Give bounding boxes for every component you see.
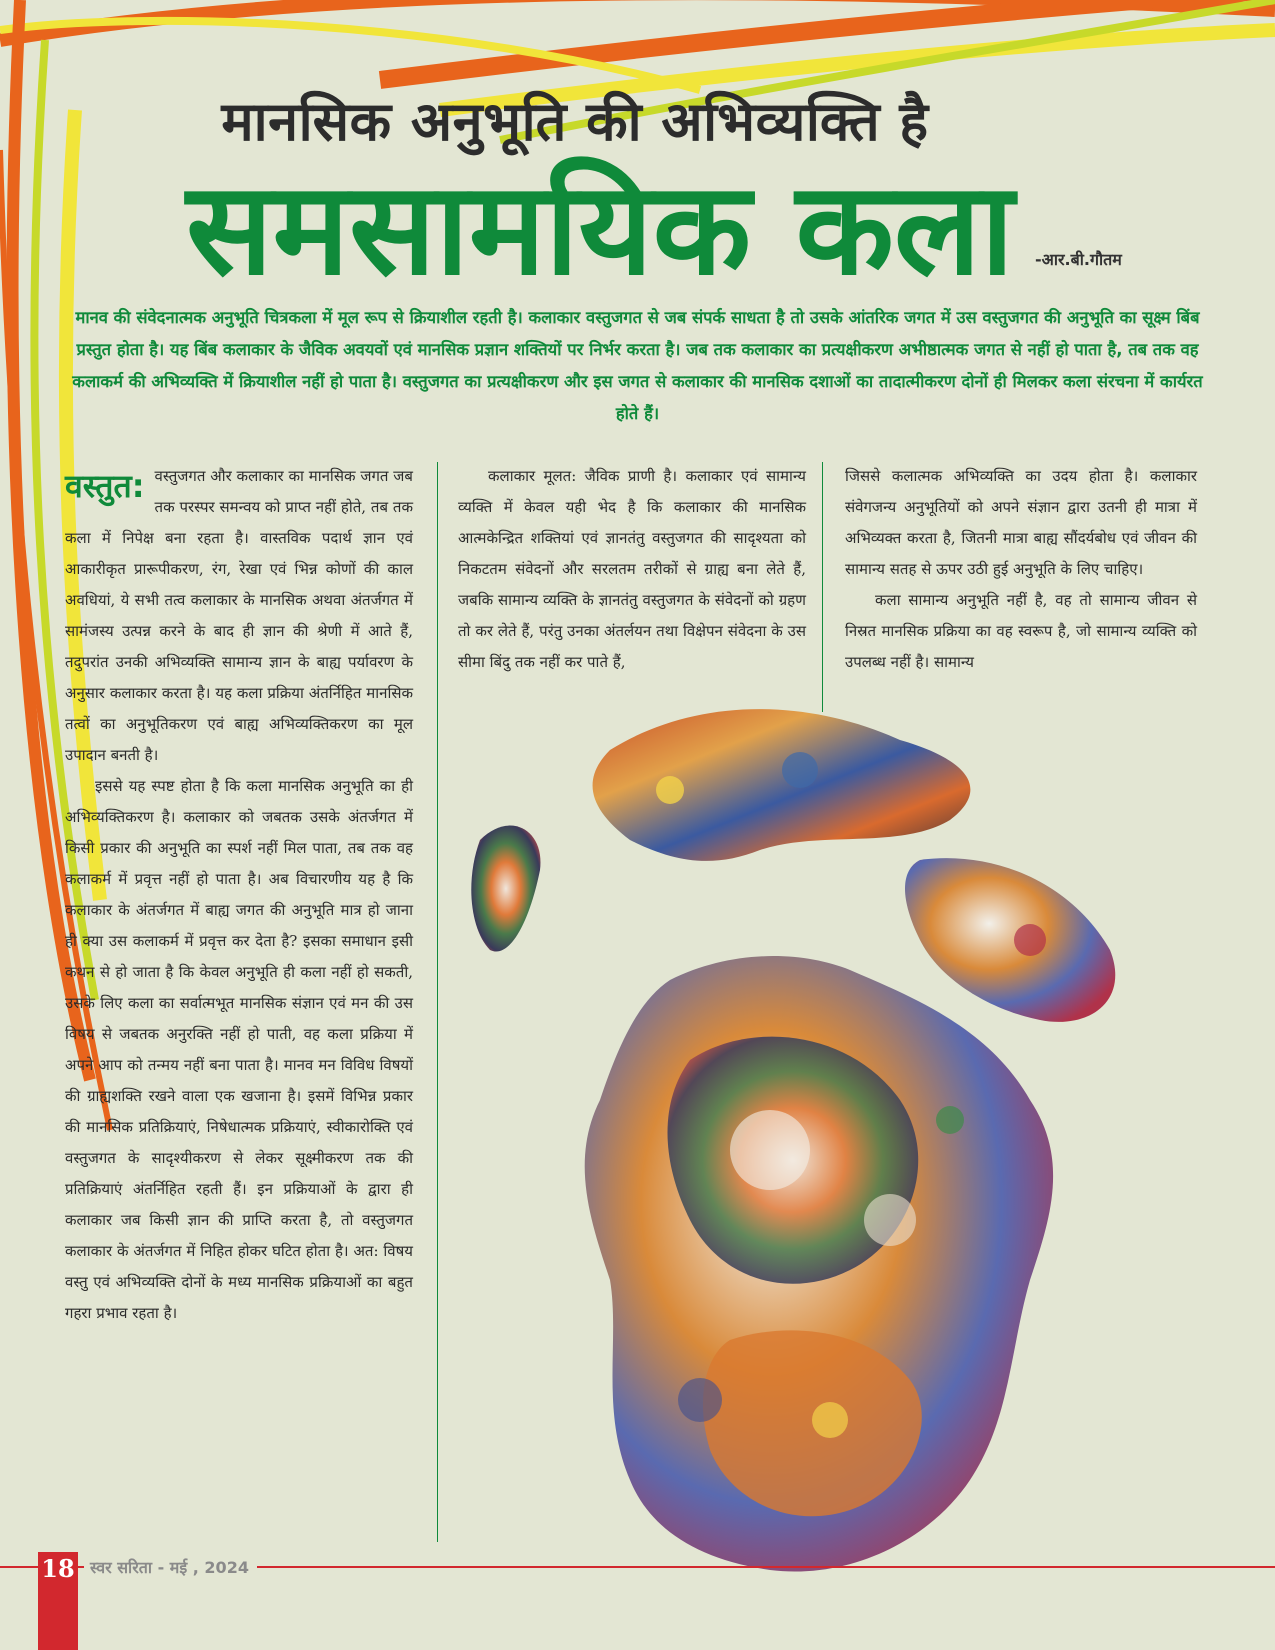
article-column-1 bbox=[65, 461, 413, 1329]
abstract-painting-image bbox=[470, 700, 1170, 1595]
column3-paragraph-2: कला सामान्य अनुभूति नहीं है, वह तो सामान्य जीवन से निस्रत मानसिक प्रक्रिया का वह स्वरूप है, जो सामान्य व्यक्ति को उपलब्ध नहीं है। सामान्य bbox=[845, 591, 1197, 671]
column-divider-2 bbox=[822, 462, 823, 712]
author-byline: -आर.बी.गौतम bbox=[1035, 250, 1122, 269]
headline-main: समसामयिक कला bbox=[186, 155, 1014, 304]
publication-footer: स्वर सरिता - मई , 2024 bbox=[84, 1556, 257, 1578]
dropcap-word: वस्तुत: bbox=[65, 467, 145, 505]
column2-paragraph-1: कलाकार मूलत: जैविक प्राणी है। कलाकार एवं सामान्य व्यक्ति में केवल यही भेद है कि कलाकार की मानसिक आत्मकेन्द्रित शक्तियां एवं ज्ञानतंतु वस्तुजगत की सादृश्यता को निकटतम संवेदनों और सरलतम तरीकों से ग्राह्य बना लेते हैं, जबकि सामान्य व्यक्ति के ज्ञानतंतु वस्तुजगत के संवेदनों को ग्रहण तो कर लेते हैं, परंतु उनका अंतर्लयन तथा विक्षेपन संवेदना के उस सीमा बिंदु तक नहीं कर पाते हैं, bbox=[458, 467, 806, 671]
headline-top: मानसिक अनुभूति की अभिव्यक्ति है bbox=[221, 90, 929, 153]
article-column-3 bbox=[845, 461, 1197, 678]
page-number: 18 bbox=[41, 1554, 75, 1583]
column-divider-1 bbox=[437, 462, 438, 1542]
intro-paragraph: मानव की संवेदनात्मक अनुभूति चित्रकला में मूल रूप से क्रियाशील रहती है। कलाकार वस्तुजगत से जब संपर्क साधता है तो उसके आंतरिक जगत में उस वस्तुजगत की अनुभूति का सूक्ष्म बिंब प्रस्तुत होता है। यह बिंब कलाकार के जैविक अवयवों एवं मानसिक प्रज्ञान शक्तियों पर निर्भर करता है। जब तक कलाकार का प्रत्यक्षीकरण अभीष्ठात्मक जगत से नहीं हो पाता है, तब तक वह कलाकर्म की अभिव्यक्ति में क्रियाशील नहीं हो पाता है। वस्तुजगत का प्रत्यक्षीकरण और इस जगत से कलाकार की मानसिक दशाओं का तादात्मीकरण दोनों ही मिलकर कला संरचना में कार्यरत होते हैं। bbox=[72, 308, 1203, 423]
column1-paragraph-2: इससे यह स्पष्ट होता है कि कला मानसिक अनुभूति का ही अभिव्यक्तिकरण है। कलाकार को जबतक उसके अंतर्जगत में किसी प्रकार की अनुभूति का स्पर्श नहीं मिल पाता, तब तक वह कलाकर्म में प्रवृत्त नहीं हो पाता है। अब विचारणीय यह है कि कलाकार के अंतर्जगत में बाह्य जगत की अनुभूति मात्र हो जाना ही क्या उस कलाकर्म में प्रवृत्त कर देता है? इसका समाधान इसी कथन से हो जाता है कि केवल अनुभूति ही कला नहीं हो सकती, उसके लिए कला का सर्वात्मभूत मानसिक संज्ञान एवं मन की उस विषय से जबतक अनुरक्ति नहीं हो पाती, वह कला प्रक्रिया में अपने आप को तन्मय नहीं बना पाता है। मानव मन विविध विषयों की ग्राह्यशक्ति रखने वाला एक खजाना है। इसमें विभिन्न प्रकार की मानसिक प्रतिक्रियाएं, निषेधात्मक प्रक्रियाएं, स्वीकारोक्ति एवं वस्तुजगत के सादृश्यीकरण से लेकर सूक्ष्मीकरण तक की प्रतिक्रियाएं अंतर्निहित रहती हैं। इन प्रक्रियाओं के द्वारा ही कलाकार जब किसी ज्ञान की प्राप्ति करता है, तो वस्तुजगत कलाकार के अंतर्जगत में निहित होकर घटित होता है। अत: विषय वस्तु एवं अभिव्यक्ति दोनों के मध्य मानसिक प्रक्रियाओं का बहुत गहरा प्रभाव रहता है। bbox=[65, 777, 413, 1322]
column1-paragraph-1: वस्तुजगत और कलाकार का मानसिक जगत जब तक परस्पर समन्वय को प्राप्त नहीं होते, तब तक कला में निपेक्ष बना रहता है। वास्तविक पदार्थ ज्ञान एवं आकारीकृत प्रारूपीकरण, रंग, रेखा एवं भिन्न कोणों की काल अवधियां, ये सभी तत्व कलाकार के मानसिक अथवा अंतर्जगत में सामंजस्य उत्पन्न करने के बाद ही ज्ञान की श्रेणी में आते हैं, तदुपरांत उनकी अभिव्यक्ति सामान्य ज्ञान के बाह्य पर्यावरण के अनुसार कलाकार करता है। यह कला प्रक्रिया अंतर्निहित मानसिक तत्वों का अनुभूतिकरण एवं बाह्य अभिव्यक्तिकरण का मूल उपादान बनती है। bbox=[65, 467, 413, 764]
article-column-2 bbox=[458, 461, 806, 678]
column3-paragraph-1: जिससे कलात्मक अभिव्यक्ति का उदय होता है। कलाकार संवेगजन्य अनुभूतियों को अपने संज्ञान द्वारा उतनी ही मात्रा में अभिव्यक्त करता है, जितनी मात्रा बाह्य सौंदर्यबोध एवं जीवन की सामान्य सतह से ऊपर उठी हुई अनुभूति के लिए चाहिए। bbox=[845, 467, 1197, 578]
